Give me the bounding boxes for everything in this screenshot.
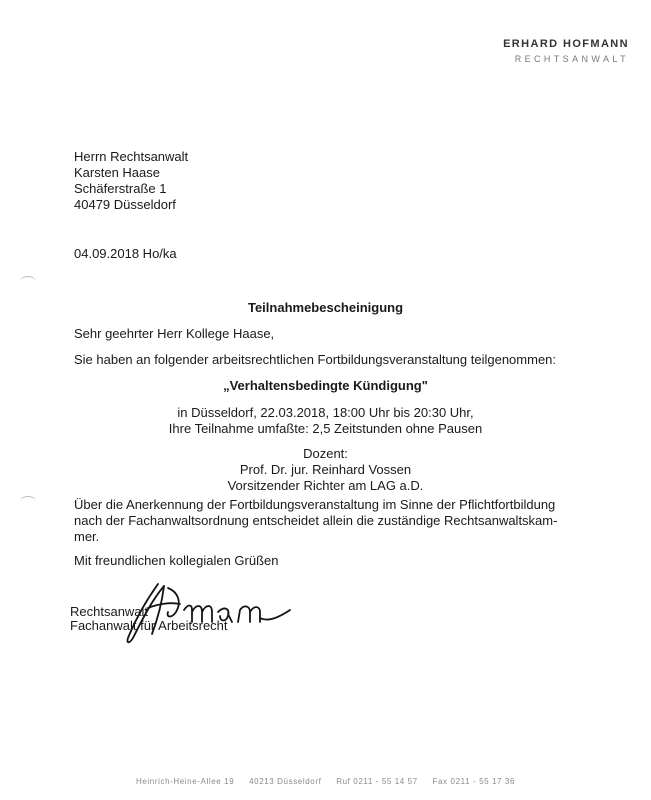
lecturer-line: Vorsitzender Richter am LAG a.D. <box>227 478 424 493</box>
event-detail-line: in Düsseldorf, 22.03.2018, 18:00 Uhr bis 20:30 Uhr, <box>177 405 474 420</box>
lecturer-line: Prof. Dr. jur. Reinhard Vossen <box>239 462 412 477</box>
footer-address: Heinrich-Heine-Allee 19 <box>135 777 235 786</box>
footer-city: 40213 Düsseldorf <box>249 777 322 786</box>
salutation: Sehr geehrter Herr Kollege Haase, <box>74 326 275 341</box>
lecturer-block <box>0 446 651 494</box>
recipient-address <box>74 149 188 213</box>
event-details <box>0 405 651 437</box>
document-heading: Teilnahmebescheinigung <box>247 300 404 315</box>
footer <box>0 777 651 786</box>
date-line: 04.09.2018 Ho/ka <box>74 246 177 261</box>
footer-phone: Ruf 0211 - 55 14 57 <box>336 777 418 786</box>
paragraph-line: Über die Anerkennung der Fortbildungsveranstaltung im Sinne der Pflichtfortbildung <box>74 497 556 512</box>
letterhead-name: ERHARD HOFMANN <box>503 38 629 50</box>
event-title: „Verhaltensbedingte Kündigung" <box>223 378 428 393</box>
closing: Mit freundlichen kollegialen Grüßen <box>74 553 279 568</box>
punch-hole-mark <box>20 496 36 507</box>
paragraph-line: mer. <box>74 529 100 544</box>
intro-text: Sie haben an folgender arbeitsrechtlichen Fortbildungsveranstaltung teilgenommen: <box>74 352 557 367</box>
footer-fax: Fax 0211 - 55 17 36 <box>432 777 516 786</box>
paragraph-line: nach der Fachanwaltsordnung entscheidet allein die zuständige Rechtsanwaltskam- <box>74 513 558 528</box>
recipient-line: Schäferstraße 1 <box>74 181 167 196</box>
handwritten-signature <box>118 578 308 650</box>
recipient-line: 40479 Düsseldorf <box>74 197 176 212</box>
recipient-line: Herrn Rechtsanwalt <box>74 149 189 164</box>
signature-role: Fachanwalt für Arbeitsrecht <box>70 618 228 633</box>
event-detail-line: Ihre Teilnahme umfaßte: 2,5 Zeitstunden ohne Pausen <box>168 421 483 436</box>
signature-role: Rechtsanwalt <box>70 604 149 619</box>
letterhead-title: RECHTSANWALT <box>514 54 629 64</box>
punch-hole-mark <box>20 276 36 287</box>
lecturer-line: Dozent: <box>303 446 348 461</box>
recipient-line: Karsten Haase <box>74 165 160 180</box>
recognition-paragraph <box>74 497 594 545</box>
